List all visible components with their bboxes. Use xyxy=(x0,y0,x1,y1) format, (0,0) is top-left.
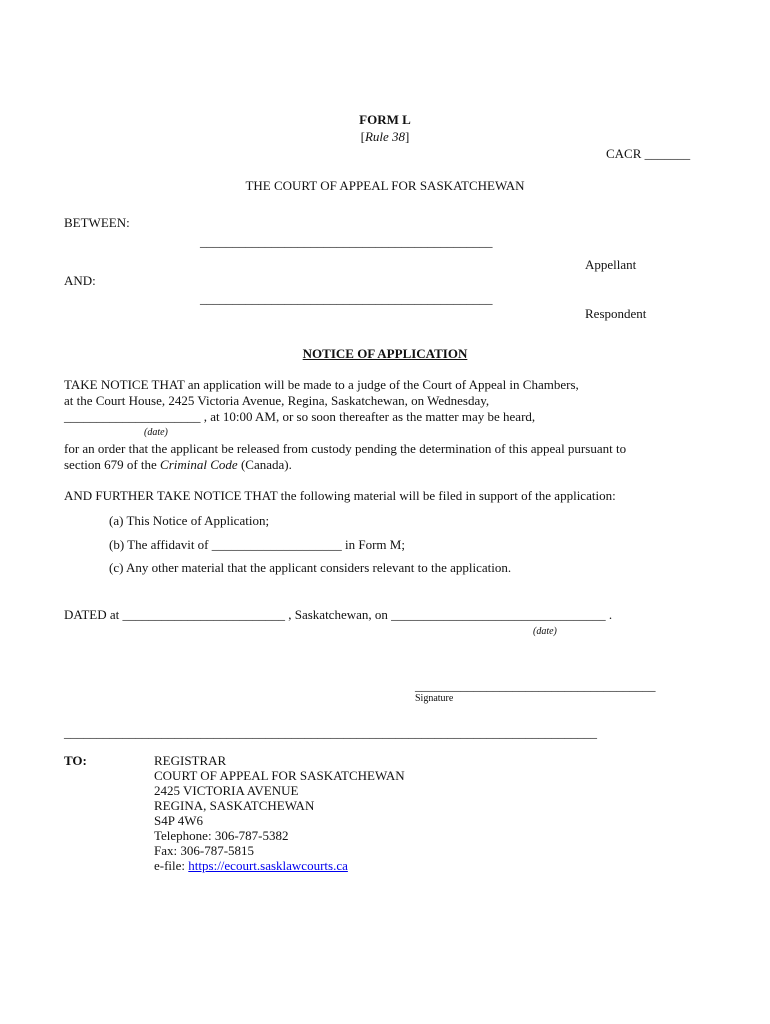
cacr-number-field: CACR _______ xyxy=(606,146,691,161)
recipient-registrar: REGISTRAR xyxy=(154,753,227,768)
recipient-postal-code: S4P 4W6 xyxy=(154,813,203,828)
appellant-label: Appellant xyxy=(585,257,637,272)
material-item-b: (b) The affidavit of ____________________ in Form M; xyxy=(109,537,405,552)
hearing-date-caption: (date) xyxy=(144,427,168,438)
take-notice-line-3: _____________________ , at 10:00 AM, or so soon thereafter as the matter may be heard, xyxy=(64,409,536,424)
and-label: AND: xyxy=(64,273,96,288)
between-label: BETWEEN: xyxy=(64,215,130,230)
notice-title: NOTICE OF APPLICATION xyxy=(302,346,468,361)
recipient-street: 2425 VICTORIA AVENUE xyxy=(154,783,299,798)
material-item-c: (c) Any other material that the applicant considers relevant to the application. xyxy=(109,560,512,575)
efile-label: e-file: xyxy=(154,858,189,873)
take-notice-line-4: for an order that the applicant be released from custody pending the determination of this appeal pursuant to xyxy=(64,441,627,456)
recipient-court: COURT OF APPEAL FOR SASKATCHEWAN xyxy=(154,768,405,783)
form-title: FORM L xyxy=(359,112,411,127)
recipient-fax: Fax: 306-787-5815 xyxy=(154,843,255,858)
efile-link[interactable]: https://ecourt.sasklawcourts.ca xyxy=(188,858,348,873)
dated-date-caption: (date) xyxy=(533,626,557,637)
take-notice-line-1: TAKE NOTICE THAT an application will be made to a judge of the Court of Appeal in Chambers, xyxy=(64,377,579,392)
to-label: TO: xyxy=(64,753,87,768)
rule-reference: [Rule 38] xyxy=(360,129,410,144)
separator-line: __________________________________________________________________________________ xyxy=(64,725,597,740)
recipient-efile xyxy=(154,858,348,874)
recipient-telephone: Telephone: 306-787-5382 xyxy=(154,828,289,843)
take-notice-line-5: section 679 of the Criminal Code (Canada). xyxy=(64,457,292,472)
take-notice-line-2: at the Court House, 2425 Victoria Avenue, Regina, Saskatchewan, on Wednesday, xyxy=(64,393,490,408)
appellant-name-line: _____________________________________________ xyxy=(200,234,493,249)
respondent-label: Respondent xyxy=(585,306,647,321)
respondent-name-line: _____________________________________________ xyxy=(200,291,493,306)
further-notice: AND FURTHER TAKE NOTICE THAT the following material will be filed in support of the application: xyxy=(64,488,616,503)
court-name: THE COURT OF APPEAL FOR SASKATCHEWAN xyxy=(245,178,525,193)
material-item-a: (a) This Notice of Application; xyxy=(109,513,270,528)
dated-line: DATED at _________________________ , Saskatchewan, on _________________________________ . xyxy=(64,607,613,622)
recipient-city: REGINA, SASKATCHEWAN xyxy=(154,798,315,813)
signature-label: Signature xyxy=(415,693,454,704)
signature-line: _____________________________________ xyxy=(415,678,656,693)
